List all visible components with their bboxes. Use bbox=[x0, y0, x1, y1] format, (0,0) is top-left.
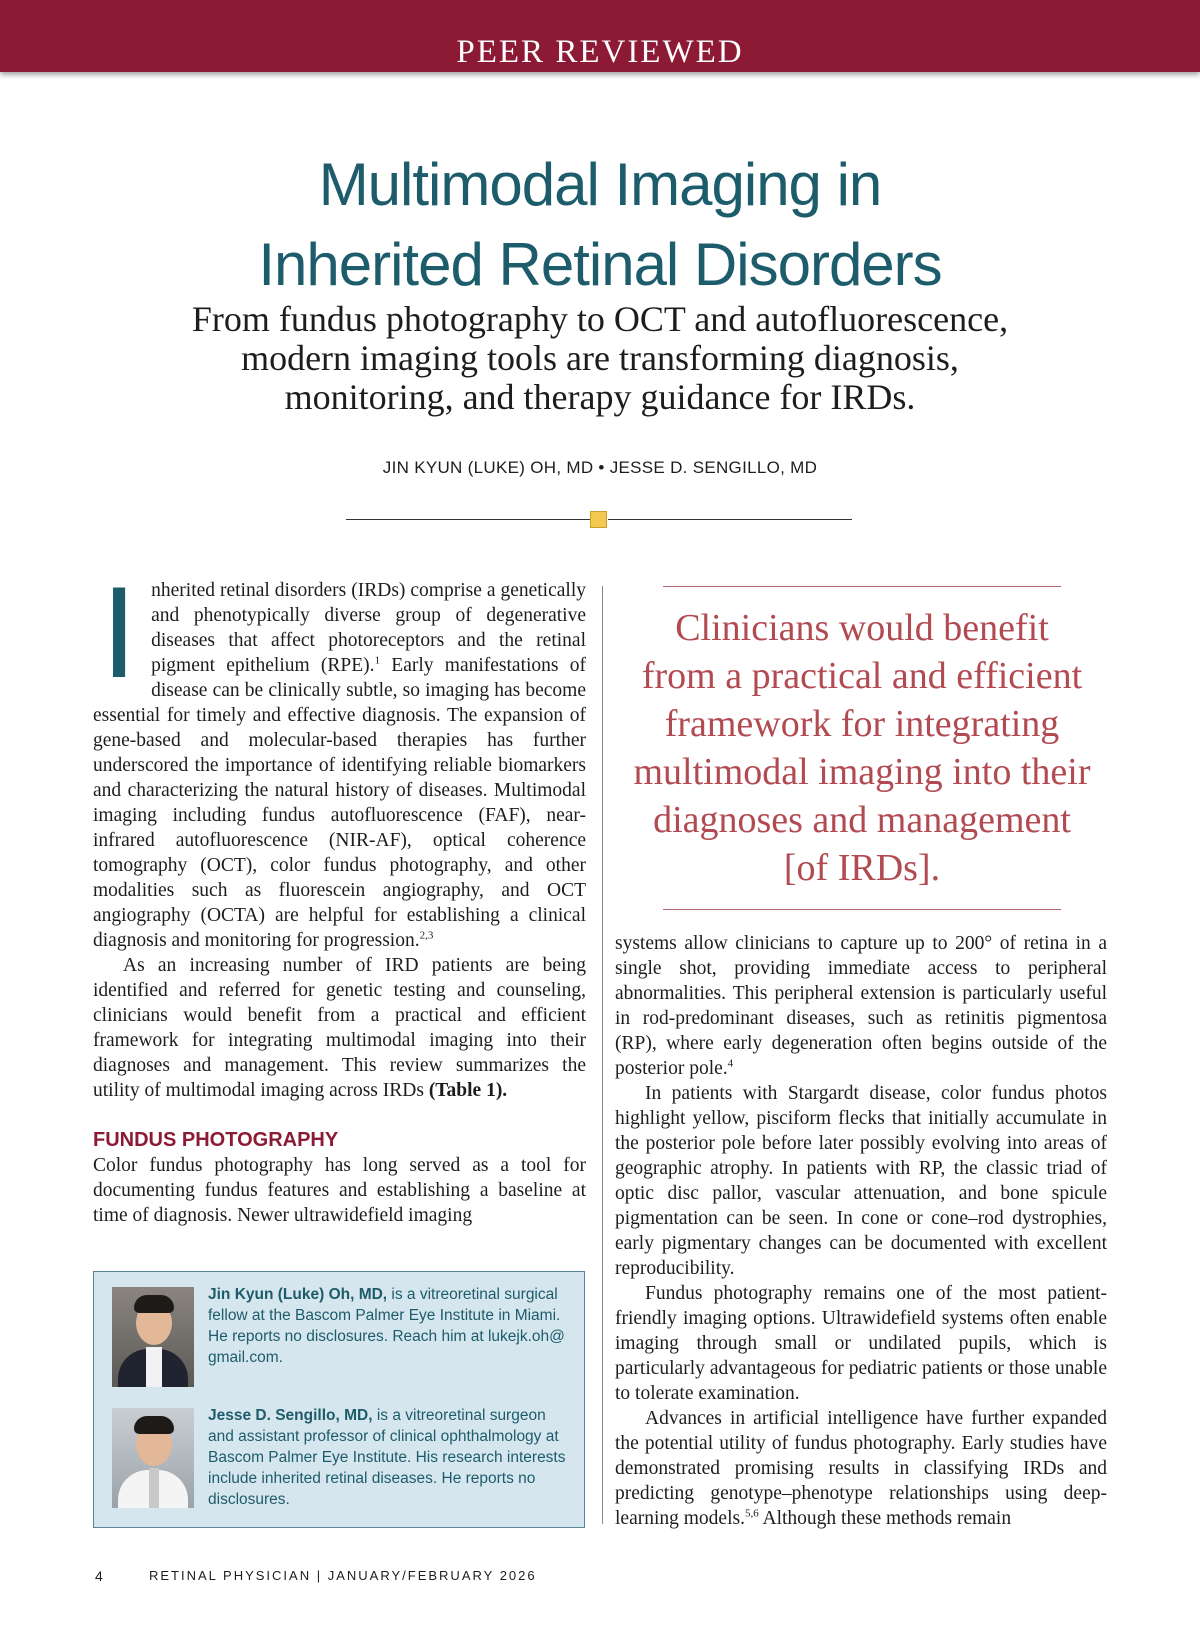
author-bio-text-sengillo: is a vitreoretinal surgeon and assistant professor of clinical ophthalmology at Bascom Palmer Eye Institute. His research interests include inherited retinal diseases. He reports no disclosures. bbox=[208, 1407, 566, 1508]
pull-quote-line: from a practical and efficient bbox=[641, 655, 1083, 697]
citation-2-3: 2,3 bbox=[419, 929, 434, 942]
section-label: PEER REVIEWED bbox=[456, 34, 744, 70]
paragraph-r1-text: systems allow clinicians to capture up to 200° of retina in a single shot, providing immediate access to peripheral abnormalities. This peripheral extension is particularly useful in rod-predominant diseases, such as retinitis pigmentosa (RP), where early degeneration often begins outside of the posterior pole. bbox=[615, 933, 1107, 1079]
left-column bbox=[93, 559, 586, 1228]
ornament-rule-right bbox=[608, 519, 852, 520]
paragraph-2-text: As an increasing number of IRD patients are being identified and referred for genetic testing and counseling, clinicians would benefit from a practical and efficient framework for integrating multimodal imaging into their diagnoses and management. This review summarizes the utility of multimodal imaging across IRDs bbox=[93, 955, 586, 1101]
pull-quote-line: diagnoses and management bbox=[653, 799, 1071, 841]
article-title-line-2: Inherited Retinal Disorders bbox=[258, 231, 942, 298]
author-bio-box bbox=[93, 1271, 585, 1528]
pull-quote bbox=[612, 604, 1112, 892]
citation-1: 1 bbox=[374, 654, 381, 667]
page-number: 4 bbox=[95, 1568, 103, 1584]
pull-quote-line: multimodal imaging into their bbox=[633, 751, 1091, 793]
intro-paragraph bbox=[93, 559, 586, 953]
intro-text-b: Early manifestations of disease can be clinically subtle, so imaging has become essential for timely and effective diagnosis. The expansion of gene-based and molecular-based therapies has further underscored the importance of identifying reliable biomarkers and characterizing the natural history of diseases. Multimodal imaging including fundus autofluorescence (FAF), near-infrared autofluorescence (NIR-AF), optical coherence tomography (OCT), color fundus photography, and other modalities such as fluorescein angiography, and OCT angiography (OCTA) are helpful for establishing a clinical diagnosis and monitoring for progression. bbox=[93, 655, 586, 951]
article-subtitle-line-1: From fundus photography to OCT and autofluorescence, bbox=[191, 299, 1009, 339]
author-name-oh: Jin Kyun (Luke) Oh, MD, bbox=[208, 1286, 388, 1303]
section-banner bbox=[0, 0, 1200, 72]
pull-quote-rule-top bbox=[663, 586, 1061, 587]
paragraph-r4 bbox=[615, 1406, 1107, 1531]
author-bio-sengillo bbox=[208, 1405, 568, 1510]
intro-text-a: nherited retinal disorders (IRDs) comprise a genetically and phenotypically diverse group of degenerative diseases that affect photoreceptors and the retinal pigment epithelium (RPE). bbox=[151, 580, 586, 676]
running-footer: RETINAL PHYSICIAN | JANUARY/FEBRUARY 2026 bbox=[149, 1568, 537, 1583]
pull-quote-line: [of IRDs]. bbox=[783, 847, 941, 889]
author-bio-oh bbox=[208, 1284, 568, 1368]
article-title-line-1: Multimodal Imaging in bbox=[318, 151, 882, 218]
pull-quote-rule-bottom bbox=[663, 909, 1061, 910]
citation-5-6: 5,6 bbox=[744, 1507, 759, 1520]
author-photo-oh bbox=[112, 1287, 194, 1387]
article-subtitle-line-3: monitoring, and therapy guidance for IRDs. bbox=[284, 377, 916, 417]
paragraph-r2: In patients with Stargardt disease, color fundus photos highlight yellow, pisciform flecks that initially accumulate in the posterior pole before later possibly evolving into areas of geographic atrophy. In patients with RP, the classic triad of optic disc pallor, vascular attenuation, and bone spicule pigmentation can be seen. In cone or cone–rod dystrophies, early pigmentary changes can be documented with excellent reproducibility. bbox=[615, 1083, 1107, 1279]
author-photo-sengillo bbox=[112, 1408, 194, 1508]
author-bio-text-oh: is a vitreoretinal surgical fellow at the Bascom Palmer Eye Institute in Miami. He reports no disclosures. Reach him at lukejk.oh@ gmail.com. bbox=[208, 1286, 565, 1366]
fundus-paragraph: Color fundus photography has long served as a tool for documenting fundus features and establishing a baseline at time of diagnosis. Newer ultrawidefield imaging bbox=[93, 1155, 586, 1226]
byline: JIN KYUN (LUKE) OH, MD • JESSE D. SENGILLO, MD bbox=[382, 458, 818, 477]
drop-cap: I bbox=[101, 559, 138, 705]
article-subtitle-line-2: modern imaging tools are transforming diagnosis, bbox=[241, 338, 959, 378]
citation-4: 4 bbox=[727, 1057, 734, 1070]
column-divider bbox=[602, 586, 603, 1524]
paragraph-r4-text-b: Although these methods remain bbox=[758, 1508, 1012, 1529]
ornament-rule-left bbox=[346, 519, 590, 520]
section-heading: FUNDUS PHOTOGRAPHY bbox=[93, 1129, 339, 1151]
pull-quote-line: framework for integrating bbox=[664, 703, 1060, 745]
paragraph-r4-text-a: Advances in artificial intelligence have further expanded the potential utility of fundus photography. Early studies have demonstrated promising results in classifying IRDs and predicting genotype–phenotype relationships using deep-learning models. bbox=[615, 1408, 1107, 1529]
paragraph-2 bbox=[93, 953, 586, 1103]
pull-quote-line: Clinicians would benefit bbox=[675, 607, 1049, 649]
ornament-square-icon bbox=[590, 511, 607, 528]
paragraph-r3: Fundus photography remains one of the most patient-friendly imaging options. Ultrawidefield systems often enable imaging through small or undilated pupils, which is particularly advantageous for pediatric patients or those unable to tolerate examination. bbox=[615, 1283, 1107, 1404]
right-column bbox=[615, 931, 1107, 1531]
table-reference-link[interactable]: (Table 1). bbox=[428, 1080, 508, 1101]
paragraph-r1 bbox=[615, 931, 1107, 1081]
author-name-sengillo: Jesse D. Sengillo, MD, bbox=[208, 1407, 373, 1424]
